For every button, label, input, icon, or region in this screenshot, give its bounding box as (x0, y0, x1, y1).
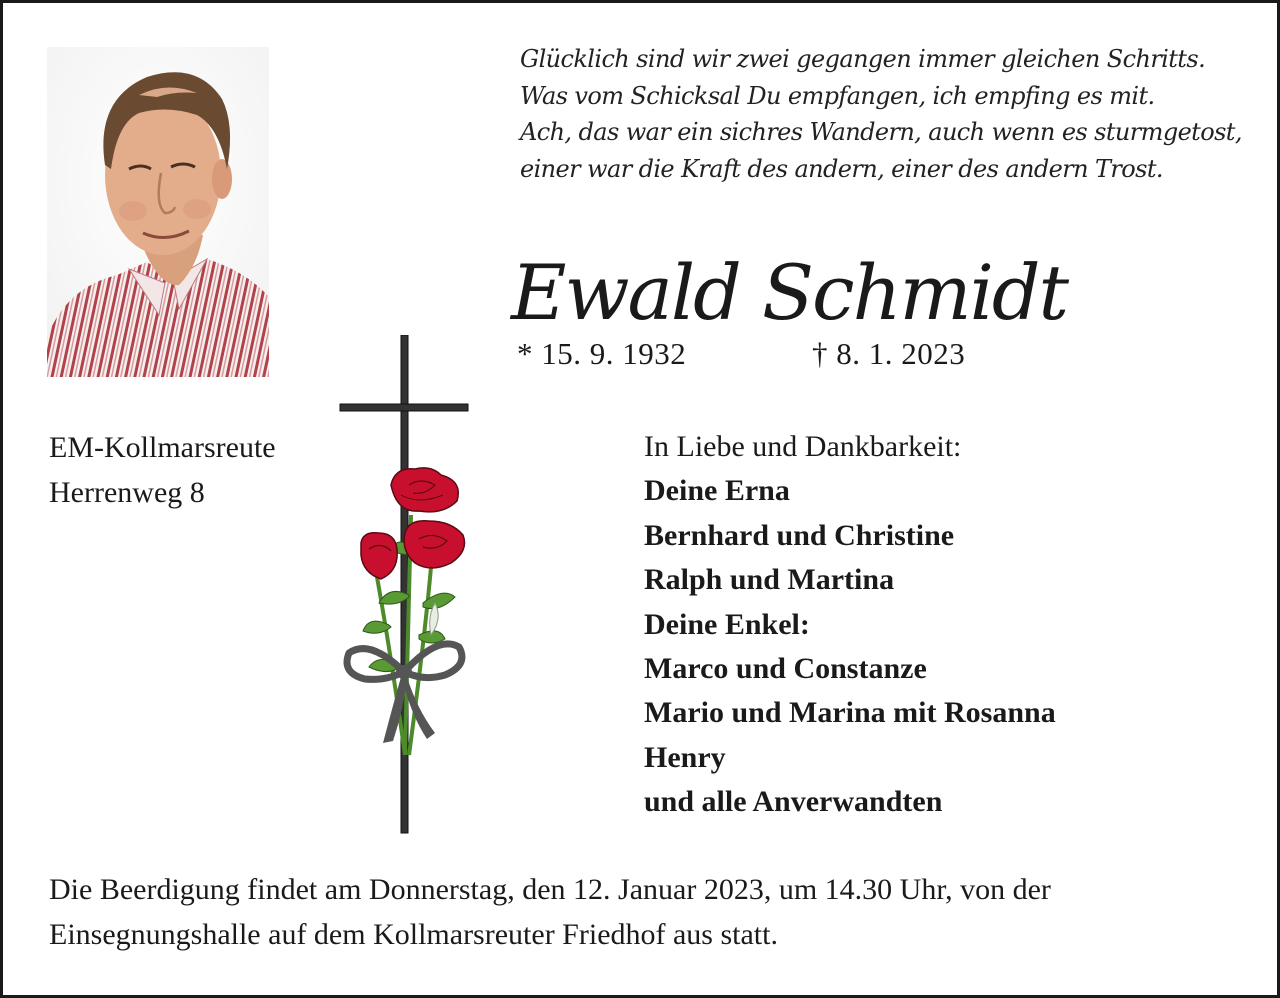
funeral-announcement (49, 867, 1249, 957)
mourner-name: und alle Anverwandten (644, 785, 943, 819)
mourner-name: Deine Enkel: (644, 607, 810, 641)
death-date: † 8. 1. 2023 (812, 336, 966, 371)
funeral-line: Einsegnungshalle auf dem Kollmarsreuter Friedhof aus statt. (49, 918, 778, 951)
mourner-name: Bernhard und Christine (644, 518, 955, 552)
mourner-name: Mario und Marina mit Rosanna (644, 696, 1056, 730)
life-dates (517, 336, 966, 372)
poem-line: einer war die Kraft des andern, einer des andern Trost. (520, 154, 1163, 183)
poem-line: Glücklich sind wir zwei gegangen immer gleichen Schritts. (520, 45, 1206, 73)
residence-address (49, 425, 276, 515)
mourner-name: Marco und Constanze (644, 652, 927, 686)
mourner-name: Ralph und Martina (644, 563, 895, 597)
mourner-name: Henry (644, 740, 726, 774)
mourners-intro: In Liebe und Dankbarkeit: (644, 430, 962, 463)
mourner-name: Deine Erna (644, 474, 790, 508)
poem-line: Was vom Schicksal Du empfangen, ich empfing es mit. (520, 81, 1155, 110)
portrait-photo (47, 47, 269, 377)
mourners-list (644, 425, 1056, 825)
birth-date: * 15. 9. 1932 (517, 336, 687, 371)
cross-with-roses-icon (339, 335, 473, 835)
address-street: Herrenweg 8 (49, 476, 205, 509)
memorial-poem (520, 41, 1260, 187)
funeral-line: Die Beerdigung findet am Donnerstag, den 12. Januar 2023, um 14.30 Uhr, von der (49, 873, 1051, 906)
deceased-name: Ewald Schmidt (511, 248, 1068, 337)
address-town: EM-Kollmarsreute (49, 431, 276, 464)
poem-line: Ach, das war ein sichres Wandern, auch wenn es sturmgetost, (520, 118, 1242, 146)
